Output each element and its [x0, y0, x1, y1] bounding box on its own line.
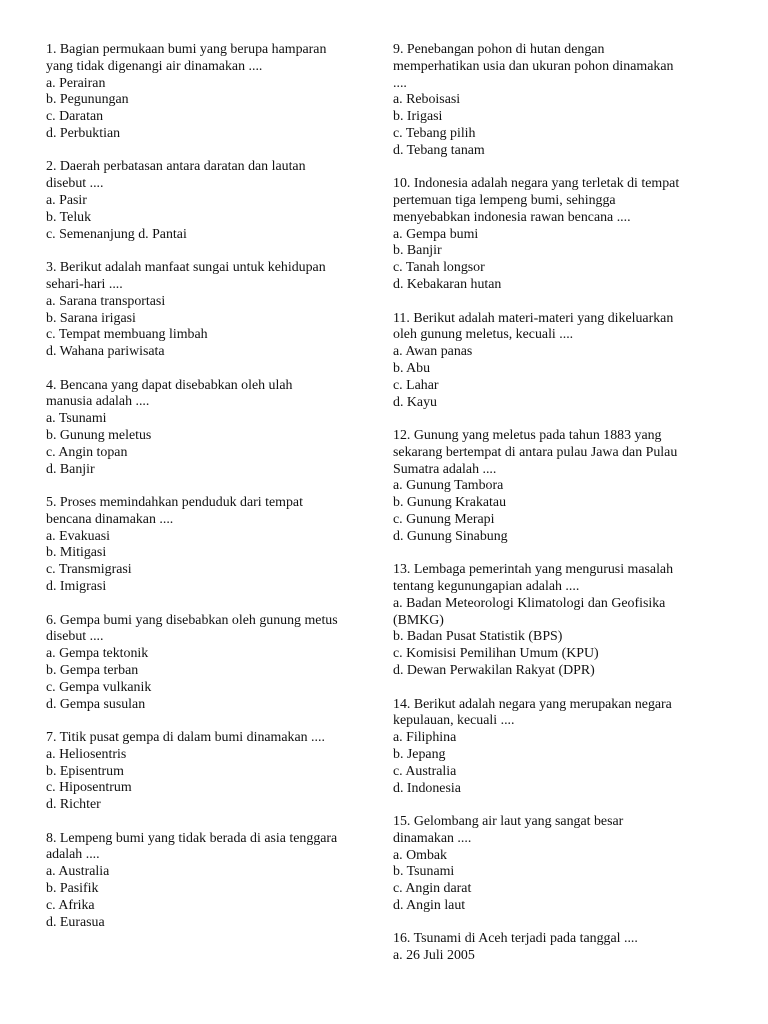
question-text: 5. Proses memindahkan penduduk dari tempat — [46, 495, 303, 511]
question-text: Sumatra adalah .... — [393, 461, 497, 477]
answer-option: b. Abu — [393, 360, 431, 376]
question-text: 6. Gempa bumi yang disebabkan oleh gunung metus — [46, 612, 338, 628]
question-text: 14. Berikut adalah negara yang merupakan negara — [393, 696, 672, 712]
question-text: 1. Bagian permukaan bumi yang berupa hamparan — [46, 42, 327, 57]
answer-option: b. Teluk — [46, 209, 92, 225]
answer-option: c. Tanah longsor — [393, 260, 485, 276]
answer-option: b. Tsunami — [393, 864, 455, 880]
question-text: 11. Berikut adalah materi-materi yang dikeluarkan — [393, 310, 674, 326]
question-text: 16. Tsunami di Aceh terjadi pada tanggal .... — [393, 931, 638, 947]
answer-option: a. Sarana transportasi — [46, 293, 166, 309]
answer-option: (BMKG) — [393, 612, 444, 628]
answer-option: d. Kebakaran hutan — [393, 277, 502, 293]
answer-option: d. Eurasua — [46, 914, 105, 930]
question-text: yang tidak digenangi air dinamakan .... — [46, 58, 263, 74]
question-text: 9. Penebangan pohon di hutan dengan — [393, 42, 605, 57]
answer-option: a. Tsunami — [46, 411, 107, 427]
answer-option: c. Lahar — [393, 377, 439, 393]
answer-option: c. Australia — [393, 763, 457, 779]
question-text: disebut .... — [46, 176, 104, 192]
question-text: 4. Bencana yang dapat disebabkan oleh ulah — [46, 377, 293, 393]
answer-option: b. Gunung meletus — [46, 428, 152, 443]
question-2 — [46, 159, 376, 243]
answer-option: a. Pasir — [46, 193, 87, 209]
answer-option: b. Pegunungan — [46, 92, 129, 108]
answer-option: c. Gunung Merapi — [393, 511, 495, 527]
answer-option: b. Sarana irigasi — [46, 310, 136, 326]
question-12 — [393, 428, 723, 546]
answer-option: a. Reboisasi — [393, 92, 461, 108]
answer-option: d. Banjir — [46, 461, 95, 477]
answer-option: b. Badan Pusat Statistik (BPS) — [393, 629, 563, 645]
answer-option: d. Dewan Perwakilan Rakyat (DPR) — [393, 663, 595, 679]
question-9 — [393, 42, 723, 160]
answer-option: a. Badan Meteorologi Klimatologi dan Geofisika — [393, 595, 666, 611]
answer-option: c. Komisisi Pemilihan Umum (KPU) — [393, 646, 599, 662]
question-7 — [46, 730, 376, 814]
question-4 — [46, 378, 376, 479]
question-6 — [46, 613, 376, 714]
question-text: tentang kegunungapian adalah .... — [393, 579, 580, 595]
answer-option: c. Hiposentrum — [46, 780, 132, 796]
answer-option: c. Transmigrasi — [46, 562, 132, 578]
question-text: .... — [393, 75, 407, 91]
answer-option: c. Afrika — [46, 897, 95, 913]
answer-option: a. Awan panas — [393, 344, 473, 360]
answer-option: a. Gempa tektonik — [46, 646, 149, 662]
answer-option: b. Mitigasi — [46, 545, 107, 561]
answer-option: a. Australia — [46, 864, 110, 880]
answer-option: d. Richter — [46, 797, 101, 813]
question-text: dinamakan .... — [393, 830, 472, 846]
answer-option: b. Episentrum — [46, 763, 124, 779]
question-8 — [46, 831, 376, 932]
question-text: sekarang bertempat di antara pulau Jawa dan Pulau — [393, 444, 678, 460]
answer-option: a. 26 Juli 2005 — [393, 948, 475, 964]
question-3 — [46, 260, 376, 361]
answer-option: d. Imigrasi — [46, 579, 107, 595]
answer-option: c. Gempa vulkanik — [46, 679, 152, 695]
answer-option: a. Gempa bumi — [393, 226, 479, 242]
question-text: manusia adalah .... — [46, 394, 150, 410]
question-text: disebut .... — [46, 629, 104, 645]
answer-option: b. Gempa terban — [46, 662, 139, 678]
question-text: 7. Titik pusat gempa di dalam bumi dinamakan .... — [46, 730, 325, 746]
answer-option: c. Angin darat — [393, 881, 472, 897]
question-text: 12. Gunung yang meletus pada tahun 1883 yang — [393, 428, 662, 443]
answer-option: d. Angin laut — [393, 897, 466, 913]
answer-option: d. Gempa susulan — [46, 696, 146, 712]
answer-option: c. Tempat membuang limbah — [46, 327, 208, 343]
answer-option: b. Gunung Krakatau — [393, 495, 507, 511]
question-text: menyebabkan indonesia rawan bencana .... — [393, 209, 631, 225]
question-14 — [393, 697, 723, 798]
question-text: adalah .... — [46, 847, 100, 863]
question-text: 3. Berikut adalah manfaat sungai untuk kehidupan — [46, 260, 326, 276]
answer-option: a. Filiphina — [393, 730, 457, 746]
answer-option: d. Tebang tanam — [393, 142, 485, 158]
question-15 — [393, 814, 723, 915]
answer-option: c. Angin topan — [46, 444, 128, 460]
question-text: 10. Indonesia adalah negara yang terletak di tempat — [393, 176, 680, 192]
answer-option: c. Semenanjung d. Pantai — [46, 226, 187, 242]
question-text: pertemuan tiga lempeng bumi, sehingga — [393, 193, 616, 209]
answer-option: a. Gunung Tambora — [393, 478, 504, 494]
answer-option: b. Jepang — [393, 746, 446, 762]
question-1 — [46, 42, 376, 143]
answer-option: b. Irigasi — [393, 109, 443, 125]
question-text: 2. Daerah perbatasan antara daratan dan lautan — [46, 159, 306, 175]
question-text: oleh gunung meletus, kecuali .... — [393, 327, 574, 343]
question-13 — [393, 562, 723, 680]
answer-option: b. Banjir — [393, 243, 442, 259]
question-11 — [393, 311, 723, 412]
answer-option: d. Kayu — [393, 394, 437, 410]
question-text: 13. Lembaga pemerintah yang mengurusi masalah — [393, 562, 674, 578]
answer-option: d. Perbuktian — [46, 125, 121, 141]
question-16 — [393, 931, 723, 965]
answer-option: a. Evakuasi — [46, 528, 111, 544]
question-text: sehari-hari .... — [46, 276, 123, 292]
answer-option: b. Pasifik — [46, 881, 99, 897]
question-text: bencana dinamakan .... — [46, 511, 174, 527]
question-5 — [46, 495, 376, 596]
answer-option: a. Ombak — [393, 847, 448, 863]
answer-option: a. Perairan — [46, 75, 106, 91]
question-10 — [393, 176, 723, 294]
answer-option: c. Daratan — [46, 109, 104, 125]
answer-option: a. Heliosentris — [46, 746, 127, 762]
question-text: 8. Lempeng bumi yang tidak berada di asia tenggara — [46, 830, 338, 846]
answer-option: d. Indonesia — [393, 780, 461, 796]
answer-option: d. Gunung Sinabung — [393, 528, 508, 544]
left-question-column — [46, 42, 376, 948]
answer-option: d. Wahana pariwisata — [46, 344, 165, 360]
question-text: kepulauan, kecuali .... — [393, 713, 515, 729]
answer-option: c. Tebang pilih — [393, 125, 476, 141]
question-text: memperhatikan usia dan ukuran pohon dinamakan — [393, 58, 674, 74]
question-text: 15. Gelombang air laut yang sangat besar — [393, 814, 624, 829]
right-question-column — [393, 42, 723, 982]
